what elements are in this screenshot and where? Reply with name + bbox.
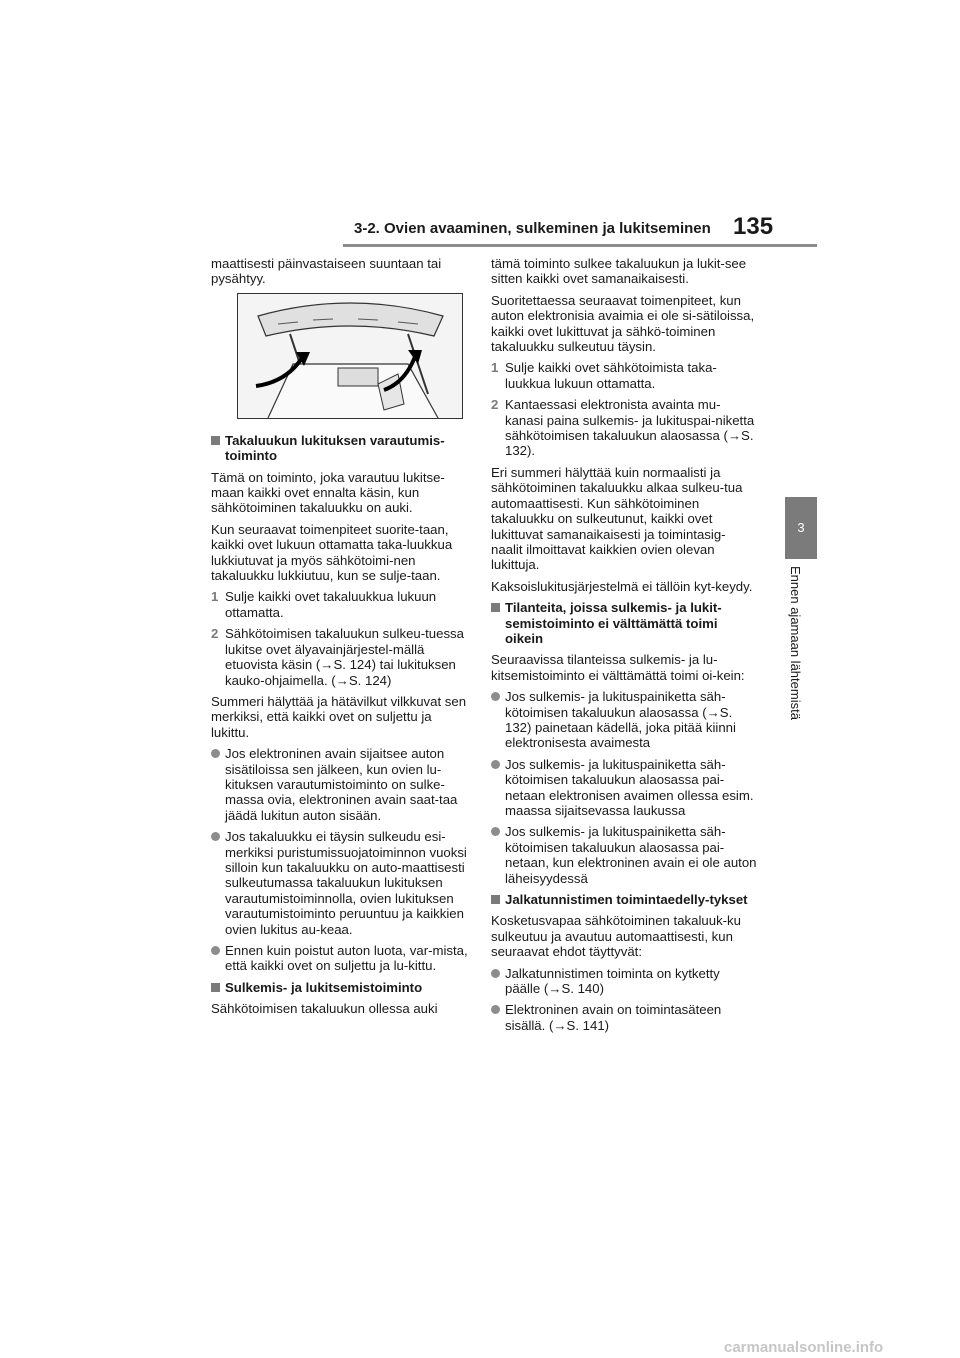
- heading-close-lock: Sulkemis- ja lukitsemistoiminto: [211, 980, 469, 995]
- bullet-item: Jos sulkemis- ja lukituspainiketta säh-kötoimisen takaluukun alaosassa (→S. 132) painetaan kädellä, joka pitää kiinni elektronisesta avaimesta: [491, 689, 757, 751]
- bullet-item: Jos sulkemis- ja lukituspainiketta säh-kötoimisen takaluukun alaosassa pai-netaan, kun elektroninen avain ei ole auton läheisyydessä: [491, 824, 757, 886]
- paragraph: Tämä on toiminto, joka varautuu lukitse-maan kaikki ovet ennalta käsin, kun sähkötoiminen takaluukku on auki.: [211, 469, 445, 516]
- heading-situations: Tilanteita, joissa sulkemis- ja lukit-semistoiminto ei välttämättä toimi oikein: [491, 600, 757, 646]
- bullet-item: Jos sulkemis- ja lukituspainiketta säh-kötoimisen takaluukun alaosassa pai-netaan elektronisen avaimen ollessa esim. maassa sijaitsevassa laukussa: [491, 757, 757, 819]
- right-column: [491, 256, 757, 1039]
- paragraph: Seuraavissa tilanteissa sulkemis- ja lu-kitsemistoiminto ei välttämättä toimi oi-kein:: [491, 652, 745, 683]
- step-number: 1: [211, 589, 219, 605]
- chapter-label: Ennen ajamaan lähtemistä: [788, 566, 803, 720]
- step-number: 1: [491, 360, 499, 376]
- chapter-tab: 3: [785, 497, 817, 559]
- bullet-item: Jos elektroninen avain sijaitsee auton sisätiloissa sen jälkeen, kun ovien lu-kituksen varautumistoiminto on sulke-massa ovia, elektroninen avain saat-taa jäädä lukitun auton sisään.: [211, 746, 469, 823]
- bullet-item: Jalkatunnistimen toiminta on kytketty päälle (→S. 140): [491, 966, 757, 997]
- step-number: 2: [491, 397, 499, 413]
- intro-text: maattisesti päinvastaiseen suuntaan tai pysähtyy.: [211, 256, 442, 287]
- bullet-item: Ennen kuin poistut auton luota, var-mista, että kaikki ovet on suljettu ja lu-kittu.: [211, 943, 469, 974]
- paragraph: Sähkötoimisen takaluukun ollessa auki: [211, 1001, 438, 1017]
- step-item: [211, 626, 469, 688]
- paragraph: Suoritettaessa seuraavat toimenpiteet, kun auton elektronisia avaimia ei ole si-sätiloissa, kaikki ovet lukittuvat ja sähkö-toiminen takaluukku sulkeutuu täysin.: [491, 292, 755, 355]
- step-item: [491, 397, 757, 459]
- step-text: Sulje kaikki ovet sähkötoimista taka-luukkua lukuun ottamatta.: [505, 360, 717, 391]
- bullet-item: Elektroninen avain on toimintasäteen sisällä. (→S. 141): [491, 1002, 757, 1033]
- paragraph: Kaksoislukitusjärjestelmä ei tällöin kyt-keydy.: [491, 578, 753, 594]
- step-item: [491, 360, 757, 391]
- step-text: Sulje kaikki ovet takaluukkua lukuun ottamatta.: [225, 589, 437, 620]
- section-title: 3-2. Ovien avaaminen, sulkeminen ja lukitseminen: [354, 220, 711, 237]
- paragraph: Summeri hälyttää ja hätävilkut vilkkuvat sen merkiksi, että kaikki ovet on suljettu ja lukittu.: [211, 693, 467, 740]
- header-divider: [343, 244, 817, 247]
- bullet-item: Jos takaluukku ei täysin sulkeudu esi-merkiksi puristumissuojatoiminnon vuoksi silloin kun takaluukku on auto-maattisesti sulkeutumassa takaluukun lukituksen varautumistoiminnolla, ovien lukituksen varautumistoiminto peruuntuu ja kaikkien ovien lukitus au-keaa.: [211, 829, 469, 937]
- heading-lock-standby: Takaluukun lukituksen varautumis-toiminto: [211, 433, 469, 464]
- step-text: Kantaessasi elektronista avainta mu-kanasi paina sulkemis- ja lukituspai-niketta sähkötoimisen takaluukun alaosassa (→S. 132).: [505, 397, 755, 459]
- page-number: 135: [733, 213, 774, 240]
- step-item: [211, 589, 469, 620]
- paragraph: Kosketusvapaa sähkötoiminen takaluuk-ku sulkeutuu ja avautuu automaattisesti, kun seuraavat ehdot täyttyvät:: [491, 913, 741, 960]
- left-column: [211, 256, 469, 1023]
- chapter-label-wrap: [788, 566, 957, 720]
- watermark: carmanualsonline.info: [724, 1339, 884, 1356]
- paragraph: Eri summeri hälyttää kuin normaalisti ja sähkötoiminen takaluukku alkaa sulkeu-tua automaattisesti. Kun sähkötoiminen takaluukku on sulkeutunut, kaikki ovet lukittuvat samanaikaisesti ja toimintasig-naalit ilmoittavat kaikkien ovien olevan lukittuja.: [491, 464, 743, 573]
- paragraph: tämä toiminto sulkee takaluukun ja lukit-see sitten kaikki ovet samanaikaisesti.: [491, 256, 747, 287]
- step-text: Sähkötoimisen takaluukun sulkeu-tuessa lukitse ovet älyavainjärjestel-mällä etuovista käsin (→S. 124) tai lukituksen kauko-ohjaimella. (→S. 124): [225, 626, 464, 688]
- paragraph: Kun seuraavat toimenpiteet suorite-taan, kaikki ovet lukuun ottamatta taka-luukkua lukkiutuvat ja myös sähkötoimi-nen takaluukku lukkiutuu, kun se sulje-taan.: [211, 521, 453, 584]
- tailgate-illustration: [237, 293, 463, 419]
- heading-foot-sensor: Jalkatunnistimen toimintaedelly-tykset: [491, 892, 757, 907]
- step-number: 2: [211, 626, 219, 642]
